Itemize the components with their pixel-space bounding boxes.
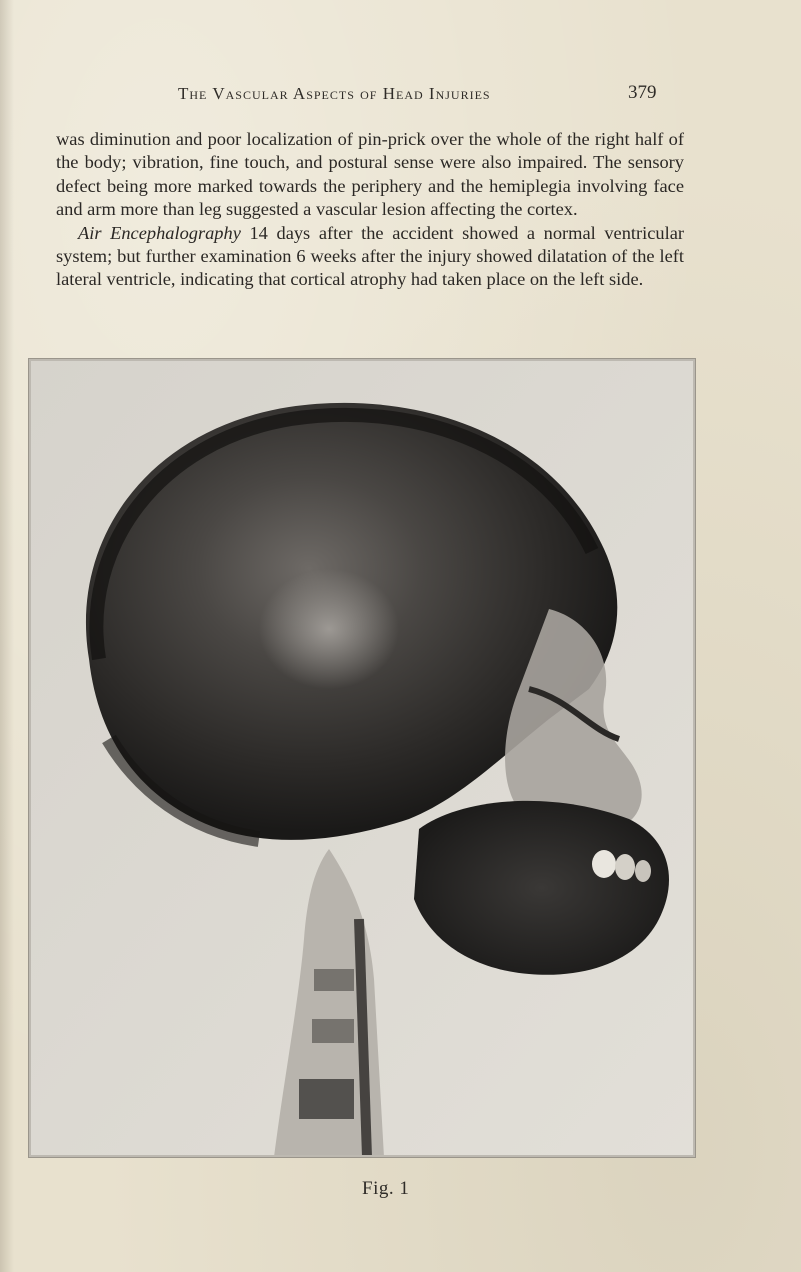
figure-caption: Fig. 1 xyxy=(362,1178,410,1199)
xray-figure xyxy=(28,358,696,1158)
paragraph-2-text: 14 days after the accident showed a normal ventricular system; but further examination 6 weeks after the injury showed dilatation of the left lateral ventricle, indicating that cortical atrophy had taken place on the left side. xyxy=(56,222,685,290)
paragraph-2 xyxy=(56,222,684,292)
ventricle-glow xyxy=(259,569,399,689)
body-text xyxy=(56,128,684,292)
page-edge-shadow xyxy=(0,0,14,1272)
running-head: The Vascular Aspects of Head Injuries xyxy=(178,84,491,103)
page-number: 379 xyxy=(628,82,657,103)
paragraph-1: was diminution and poor localization of pin-prick over the whole of the right half of the body; vibration, fine touch, and postural sense were also impaired. The sensory defect being more marked towards the periphery and the hemiplegia involving face and arm more than leg suggested a vascular lesion affecting the cortex. xyxy=(56,129,684,220)
xray-skull-image xyxy=(29,359,695,1157)
paragraph-2-heading: Air Encephalography xyxy=(78,222,241,243)
